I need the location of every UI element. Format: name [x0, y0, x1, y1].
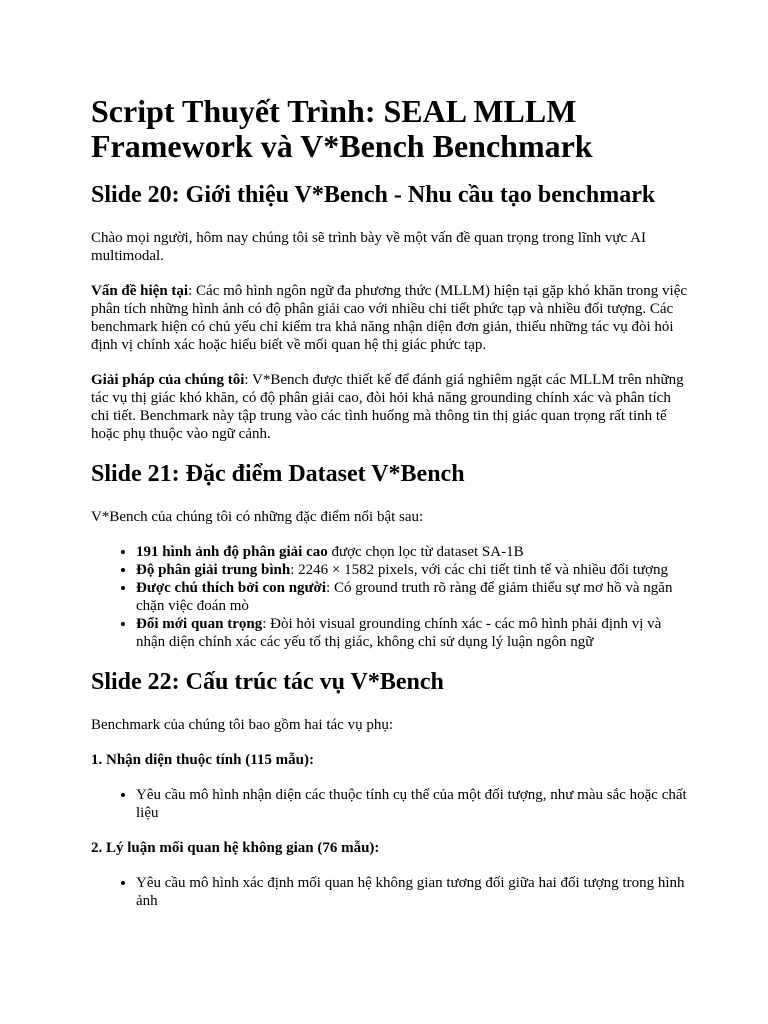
problem-text: : Các mô hình ngôn ngữ đa phương thức (MLLM) hiện tại gặp khó khăn trong việc phân tích những hình ảnh có độ phân giải cao với nhiều chi tiết phức tạp và nhiều đối tượng. Các benchmark hiện có chủ yếu chỉ kiểm tra khả năng nhận diện đơn giản, thiếu những tác vụ đòi hỏi định vị chính xác hoặc hiểu biết về mối quan hệ thị giác phức tạp. — [91, 283, 688, 353]
list-item — [136, 579, 691, 615]
list-item-text: : Có ground truth rõ ràng để giảm thiểu sự mơ hồ và ngăn chặn việc đoán mò — [136, 580, 673, 614]
slide-22-intro: Benchmark của chúng tôi bao gồm hai tác vụ phụ: — [91, 717, 393, 733]
slide-20-intro: Chào mọi người, hôm nay chúng tôi sẽ trình bày về một vấn đề quan trọng trong lĩnh vực AI multimodal. — [91, 230, 646, 264]
solution-label: Giải pháp của chúng tôi — [91, 372, 245, 388]
task-2-list — [91, 874, 691, 910]
list-item — [136, 561, 691, 579]
document-page — [91, 94, 691, 927]
list-item-text: : 2246 × 1582 pixels, với các chi tiết tinh tế và nhiều đối tượng — [290, 562, 669, 578]
task-1-heading: 1. Nhận diện thuộc tính (115 mẫu): — [91, 752, 314, 768]
slide-21-intro: V*Bench của chúng tôi có những đặc điểm nổi bật sau: — [91, 509, 424, 525]
list-item — [136, 543, 691, 561]
task-2-heading: 2. Lý luận mối quan hệ không gian (76 mẫu): — [91, 840, 380, 856]
list-item-label: Độ phân giải trung bình — [136, 562, 291, 578]
list-item-label: Đổi mới quan trọng — [136, 616, 263, 632]
solution-text: : V*Bench được thiết kế để đánh giá nghiêm ngặt các MLLM trên những tác vụ thị giác khó khăn, có độ phân giải cao, đòi hỏi khả năng grounding chính xác và phân tích chi tiết. Benchmark này tập trung vào các tình huống mà thông tin thị giác quan trọng rất tinh tế hoặc phụ thuộc vào ngữ cảnh. — [91, 372, 684, 442]
list-item: • Yêu cầu mô hình xác định mối quan hệ không gian tương đối giữa hai đối tượng trong hình ảnh — [136, 874, 691, 910]
task-1-list — [91, 786, 691, 822]
list-item-text: : Đòi hỏi visual grounding chính xác - các mô hình phải định vị và nhận diện chính xác các yếu tố thị giác, không chỉ sử dụng lý luận ngôn ngữ — [136, 616, 662, 650]
list-item-text: được chọn lọc từ dataset SA-1B — [327, 544, 524, 560]
slide-20-problem — [91, 282, 691, 354]
slide-20-heading: Slide 20: Giới thiệu V*Bench - Nhu cầu tạo benchmark — [91, 182, 656, 208]
slide-21-feature-list — [91, 543, 691, 651]
problem-label: Vấn đề hiện tại — [91, 283, 189, 299]
list-item-label: Được chú thích bởi con người — [136, 580, 327, 596]
slide-21-heading: Slide 21: Đặc điểm Dataset V*Bench — [91, 461, 465, 487]
list-item: • Yêu cầu mô hình nhận diện các thuộc tính cụ thể của một đối tượng, như màu sắc hoặc chất liệu — [136, 786, 691, 822]
list-item — [136, 615, 691, 651]
list-item-label: 191 hình ảnh độ phân giải cao — [136, 544, 328, 560]
slide-22-heading: Slide 22: Cấu trúc tác vụ V*Bench — [91, 669, 444, 695]
document-title: Script Thuyết Trình: SEAL MLLM Framework và V*Bench Benchmark — [91, 93, 593, 164]
slide-20-solution — [91, 371, 691, 443]
